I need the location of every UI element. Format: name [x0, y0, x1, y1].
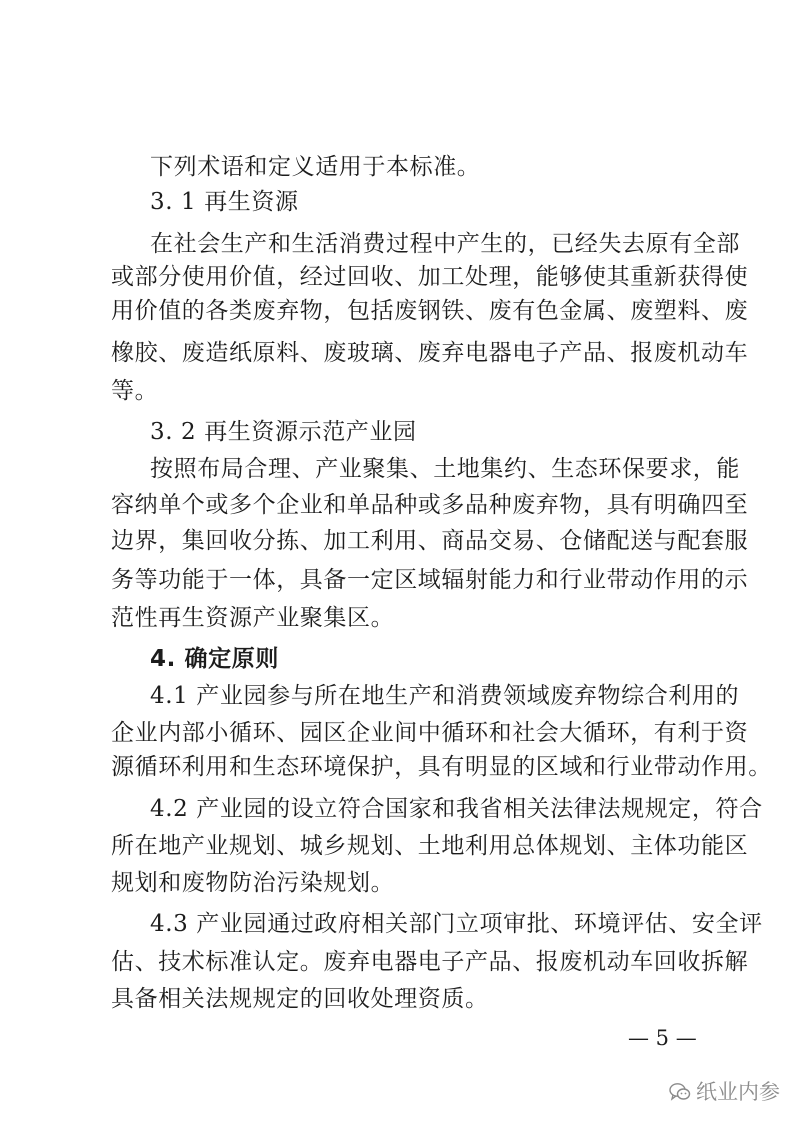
watermark-text: 纸业内参 [696, 1080, 780, 1104]
text-line: 4.2 产业园的设立符合国家和我省相关法律法规规定，符合 [150, 796, 763, 822]
text-line: 橡胶、废造纸原料、废玻璃、废弃电器电子产品、报废机动车 [111, 340, 749, 366]
text-line: 范性再生资源产业聚集区。 [111, 605, 395, 631]
text-line: 务等功能于一体，具备一定区域辐射能力和行业带动作用的示 [111, 567, 749, 593]
text-line: 4.3 产业园通过政府相关部门立项审批、环境评估、安全评 [150, 911, 763, 937]
section-heading-3-2: 3. 2 再生资源示范产业园 [150, 419, 417, 445]
text-line: 规划和废物防治污染规划。 [111, 870, 395, 896]
text-line: 容纳单个或多个企业和单品种或多品种废弃物，具有明确四至 [111, 492, 749, 518]
text-line: 所在地产业规划、城乡规划、土地利用总体规划、主体功能区 [111, 833, 749, 859]
watermark [668, 1078, 780, 1106]
text-line: 源循环利用和生态环境保护，具有明显的区域和行业带动作用。 [111, 754, 772, 780]
text-line: 下列术语和定义适用于本标准。 [150, 154, 481, 180]
text-line: 在社会生产和生活消费过程中产生的，已经失去原有全部 [150, 231, 740, 257]
text-line: 企业内部小循环、园区企业间中循环和社会大循环，有利于资 [111, 720, 749, 746]
page-number: — 5 — [628, 1026, 697, 1050]
text-line: 4.1 产业园参与所在地生产和消费领域废弃物综合利用的 [150, 683, 740, 709]
text-line: 估、技术标准认定。废弃电器电子产品、报废机动车回收拆解 [111, 949, 749, 975]
text-line: 等。 [111, 378, 159, 404]
section-heading-3-1: 3. 1 再生资源 [150, 189, 299, 215]
text-line: 用价值的各类废弃物，包括废钢铁、废有色金属、废塑料、废 [111, 298, 749, 324]
wechat-icon [668, 1080, 692, 1104]
text-line: 或部分使用价值，经过回收、加工处理，能够使其重新获得使 [111, 264, 749, 290]
text-line: 具备相关法规规定的回收处理资质。 [111, 986, 489, 1012]
text-line: 边界，集回收分拣、加工利用、商品交易、仓储配送与配套服 [111, 528, 749, 554]
text-line: 按照布局合理、产业聚集、土地集约、生态环保要求，能 [150, 456, 740, 482]
section-heading-4: 4. 确定原则 [150, 646, 279, 672]
